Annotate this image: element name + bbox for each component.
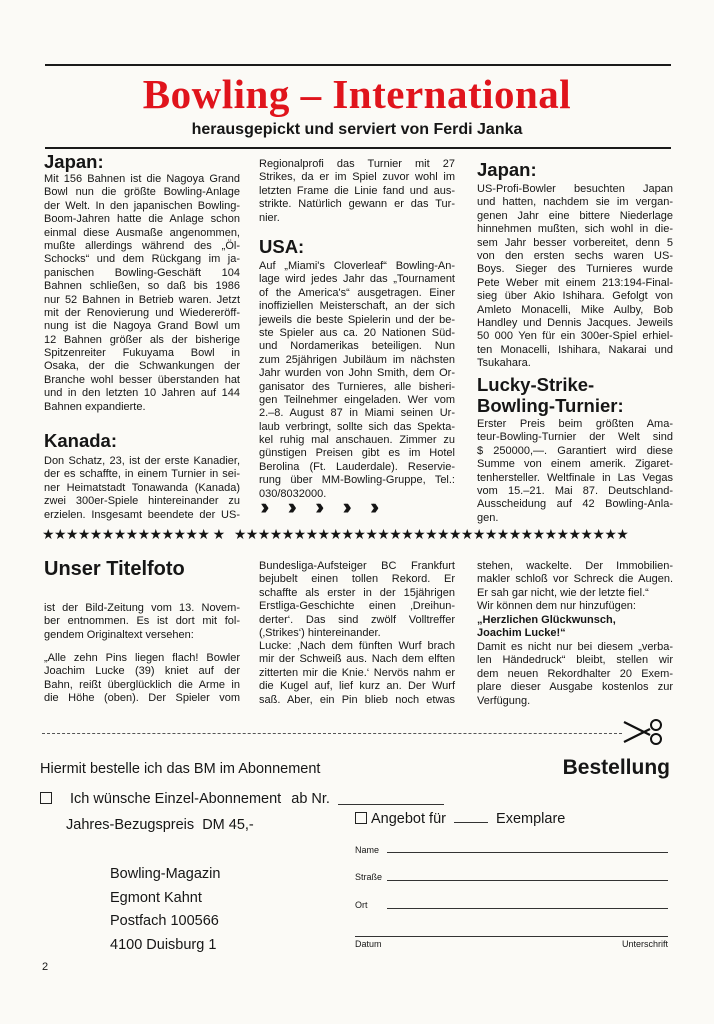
text-line: gendem Originaltext versehen:: [44, 628, 194, 641]
city-field[interactable]: [387, 908, 668, 909]
text-line: strikte. Natürlich gewann er das Tur-: [259, 198, 455, 211]
text-line: Er sah gar nicht, wie der letzte fiel.“: [477, 586, 649, 599]
address-line: Postfach 100566: [110, 913, 219, 929]
text-line: teur-Bowling-Turnier der Welt sind: [477, 431, 673, 444]
text-line: plare dieser Ausgabe kostenlos zur: [477, 681, 673, 694]
name-field[interactable]: [387, 852, 668, 853]
text-line: ganisator des Turnieres, alle bisheri-: [259, 380, 455, 393]
text-line: Verfügung.: [477, 694, 531, 707]
text-line: Osaka, der die Schwankungen der: [44, 360, 240, 373]
text-line: Joachim Lucke (39) kniet auf der: [44, 665, 240, 678]
text-line: derter‘. Das sind zwölf Volltreffer: [259, 613, 455, 626]
text-line: ner Heimatstadt Tonawanda (Kanada): [44, 481, 240, 494]
text-line: ber entnommen. Es ist dort mit fol-: [44, 615, 240, 628]
text-line: mir der Schweiß aus. Nach dem elften: [259, 653, 455, 666]
text-line: günstigen Preisen gibt es im Hotel: [259, 447, 455, 460]
text-line: Ausscheidung auf 42 Bowling-Anla-: [477, 498, 673, 511]
article-kanada-body: [44, 455, 240, 522]
address-line: 4100 Duisburg 1: [110, 936, 217, 953]
text-line: Tsukahara.: [477, 357, 531, 370]
text-line: und Nordamerikas beteiligen. Nun: [259, 340, 455, 353]
name-label: Name: [355, 845, 380, 855]
text-line: Damit es nicht nur bei diesem „verba-: [477, 641, 673, 653]
article-usa-body: [259, 260, 455, 501]
text-line: genen Jahr eine bittere Niederlage: [477, 209, 673, 222]
text-line: sem Jahr besser vorbereitet, denn 5: [477, 236, 673, 249]
heading-line: Lucky-Strike-: [477, 374, 595, 395]
article-japan-body: [44, 173, 240, 414]
text-line: rung über MM-Bowling-Gruppe, Tel.:: [259, 474, 455, 487]
street-label: Straße: [355, 872, 383, 882]
titelfoto-col3-p2: [477, 600, 673, 613]
text-line: Pete Weber mit einem 213:194-Final-: [477, 276, 673, 289]
text-line: ist der Bild-Zeitung vom 13. Novem-: [44, 602, 240, 614]
text-line: (‚Strikes‘) hintereinander.: [259, 626, 381, 639]
text-line: of the America's“ ausgetragen. Einer: [259, 286, 455, 299]
text-line: Bundesliga-Aufsteiger BC Frankfurt: [259, 560, 455, 572]
text-line: zum 25jährigen Jubiläum im nächsten: [259, 353, 455, 366]
text-line: Auf „Miami's Cloverleaf“ Bowling-An-: [259, 260, 455, 272]
text-line: hinnehmen mußten, sich wohl in die-: [477, 223, 673, 236]
text-line: letzten Frame die Linie fand und aus-: [259, 184, 455, 197]
text-line: Bahnen schließen, so daß bis 1986: [44, 280, 240, 293]
text-line: 030/8032000.: [259, 487, 327, 500]
text-line: die Kugel auf, lief kurz an. Der Wurf: [259, 680, 455, 693]
text-line: Schocks“ und dem Rückgang im ja-: [44, 253, 240, 266]
text-line: nung ist die Nagoya Grand Bowl um: [44, 320, 240, 333]
text-line: Bahnen expandierte.: [44, 400, 146, 413]
heading-kanada: Kanada:: [44, 430, 117, 451]
titelfoto-col2-p1: [259, 560, 455, 640]
text-line: $ 250000,—. Garantiert wird diese: [477, 444, 673, 457]
titelfoto-col3-p3: [477, 641, 673, 708]
text-line: zitterten mir die Knie.‘ Nervös nahm er: [259, 666, 455, 679]
text-line: jeweils die beste Spielerin und der be-: [259, 313, 455, 326]
text-line: Bowl nun die größte Bowling-Anlage: [44, 186, 240, 199]
order-intro: Hiermit bestelle ich das BM im Abonnement: [40, 761, 321, 777]
option-label: Ich wünsche Einzel-Abonnement: [70, 791, 282, 807]
checkbox[interactable]: [40, 792, 52, 804]
text-line: Amleto Monacelli, Mike Aulby, Bob: [477, 303, 673, 316]
text-line: US-Profi-Bowler besuchten Japan: [477, 183, 673, 195]
heading-usa: USA:: [259, 236, 305, 257]
text-line: tenhersteller. Weltfinale in Las Vegas: [477, 471, 673, 484]
text-line: nur 52 Bahnen in Betrieb waren. Jetzt: [44, 293, 240, 306]
text-line: Bahn, reißt überglücklich die Arme in: [44, 678, 240, 691]
text-line: Boys. Sieger des Turnieres wurde: [477, 263, 673, 276]
text-line: Summe von einem amerik. Zigaret-: [477, 458, 673, 471]
text-line: Branche wohl besser überstanden hat: [44, 373, 240, 386]
page-title: Bowling – International: [142, 71, 572, 117]
street-field[interactable]: [387, 880, 668, 881]
text-line: ten Monacelli, Ishihara, Nakarai und: [477, 343, 673, 356]
text-line: „Alle zehn Pins liegen flach! Bowler: [44, 652, 240, 664]
text-line: saß. Aber, ein Pin blieb noch etwas: [259, 693, 455, 706]
offer-option[interactable]: [355, 811, 565, 827]
header-rule: [45, 147, 671, 149]
cut-line: [42, 733, 622, 734]
text-line: Mit 156 Bahnen ist die Nagoya Grand: [44, 173, 240, 185]
text-line: Erstliga-Geschichte einen ‚Dreihun-: [259, 600, 455, 613]
heading-titelfoto: Unser Titelfoto: [44, 558, 185, 580]
text-line: mußte allerdings während des „Öl-: [44, 239, 240, 252]
titelfoto-col1-p1: [44, 602, 240, 642]
offer-label-pre: Angebot für: [371, 811, 446, 827]
text-line: und hatten, nachdem sie im vergan-: [477, 196, 673, 209]
text-line: Jahr wurden von John Smith, dem Or-: [259, 367, 455, 380]
text-line: 12 Bahnen größer als der bisherige: [44, 333, 240, 346]
article-kanada-continued: [259, 158, 455, 225]
from-number-label: ab Nr.: [291, 791, 330, 807]
text-line: Handley und Dennis Jacques. Jeweils: [477, 316, 673, 329]
text-line: nier.: [259, 211, 280, 224]
heading-japan-2: Japan:: [477, 159, 537, 180]
text-line: bejubelt einen tollen Rekord. Er: [259, 573, 455, 586]
scissors-icon: [622, 718, 670, 746]
text-line: zwei 300er-Spiele hintereinander zu: [44, 495, 240, 508]
signature-label: Unterschrift: [621, 939, 668, 949]
text-line: 2.–8. August 87 in Miami seinen Ur-: [259, 407, 455, 420]
titelfoto-congrats: [477, 614, 673, 641]
titelfoto-col1-p2: [44, 652, 240, 706]
page-subtitle: herausgepickt und serviert von Ferdi Janka: [191, 121, 523, 138]
article-japan2-body: [477, 183, 673, 370]
text-line: len Händedruck“ bleibt, stellen wir: [477, 654, 673, 667]
from-number-field[interactable]: [338, 804, 444, 805]
text-line: laub verbringt, sollte sich das Spekta-: [259, 420, 455, 433]
text-line: Wir können dem nur hinzufügen:: [477, 600, 636, 612]
text-line: 50 000 Yen für ein 300er-Spiel erhiel-: [477, 330, 673, 343]
text-line: sieg über Akio Ishihara. Gefolgt von: [477, 290, 673, 303]
stars-left: ★★★★★★★★★★★★★★ ★: [42, 526, 225, 542]
city-label: Ort: [355, 900, 368, 910]
article-lucky-body: [477, 418, 673, 525]
heading-lucky-strike: [477, 374, 624, 416]
text-line: der es schaffte, in einem Turnier in sei-: [44, 468, 240, 481]
order-heading: Bestellung: [562, 756, 670, 779]
text-line: von den ersten sechs waren US-: [477, 249, 673, 262]
text-line: gen Teilnehmer eingeladen. Wer vom: [259, 393, 455, 406]
text-line: schaffte als erster in der 15jährigen: [259, 586, 455, 599]
checkbox[interactable]: [355, 812, 367, 824]
text-line: Spitzenreiter Fukuyama Bowl in: [44, 347, 240, 360]
text-line: einmal diese Ausmaße angenommen,: [44, 226, 240, 239]
date-label: Datum: [355, 939, 382, 949]
text-line: Erster Preis beim größten Ama-: [477, 418, 673, 430]
text-line: Regionalprofi das Turnier mit 27: [259, 158, 455, 170]
text-line: Strikes, da er im Spiel zuvor wohl im: [259, 171, 455, 184]
publisher-address: [110, 863, 220, 957]
text-line: stehen, wackelte. Der Immobilien-: [477, 560, 673, 572]
text-line: Boom-Jahren hatte die Anlage schon: [44, 213, 240, 226]
text-line: und in den letzten 10 Jahren auf 144: [44, 387, 240, 400]
stars-right: ★★★★★★★★★★★★★★★★★★★★★★★★★★★★★★★★★: [233, 526, 629, 542]
text-line: vom 15.–21. Mai 87. Deutschland-: [477, 484, 673, 497]
text-line: erzielen. Insgesamt beendete der US-: [44, 508, 240, 521]
text-line: die Höhe (oben). Der Spieler vom: [44, 692, 240, 705]
text-line: ste Spieler aus ca. 20 Nationen Süd-: [259, 326, 455, 339]
text-line: makler schloß vor Schreck die Augen.: [477, 573, 673, 586]
address-line: Egmont Kahnt: [110, 889, 202, 906]
text-line: dem neuen Rekordhalter 20 Exem-: [477, 667, 673, 680]
titelfoto-col3-p1: [477, 560, 673, 600]
text-line: Lucke: ‚Nach dem fünften Wurf brach: [259, 640, 455, 652]
top-rule: [45, 64, 671, 66]
titelfoto-col2-p2: [259, 640, 455, 707]
single-subscription-option[interactable]: [40, 791, 330, 807]
text-line: panischen Bowling-Geschäft 104: [44, 266, 240, 279]
text-line: kel ruhig mal anschauen. Zimmer zu: [259, 434, 455, 447]
offer-quantity-field[interactable]: [454, 822, 488, 823]
text-line: „Herzlichen Glückwunsch,: [477, 614, 616, 626]
text-line: mit der Renovierung und Wiedereröff-: [44, 306, 240, 319]
text-line: Don Schatz, 23, ist der erste Kanadier,: [44, 455, 240, 467]
annual-price: Jahres-Bezugspreis DM 45,-: [66, 817, 254, 833]
text-line: lage wird jedes Jahr das „Tournament: [259, 273, 455, 286]
date-signature-field[interactable]: [355, 936, 668, 937]
text-line: der Welt. In den japanischen Bowling-: [44, 199, 240, 212]
star-divider: [42, 526, 628, 543]
heading-line: Bowling-Turnier:: [477, 395, 624, 416]
heading-japan: Japan:: [44, 151, 104, 172]
offer-label-post: Exemplare: [496, 811, 566, 827]
text-line: Berolina (Ft. Lauderdale). Reservie-: [259, 460, 455, 473]
address-line: Bowling-Magazin: [110, 866, 221, 882]
text-line: gen.: [477, 511, 499, 524]
page-number: 2: [42, 961, 49, 973]
text-line: inoffiziellen Meisterschaft, an der sich: [259, 300, 455, 313]
text-line: Joachim Lucke!“: [477, 627, 566, 640]
arrow-row: [262, 494, 395, 520]
